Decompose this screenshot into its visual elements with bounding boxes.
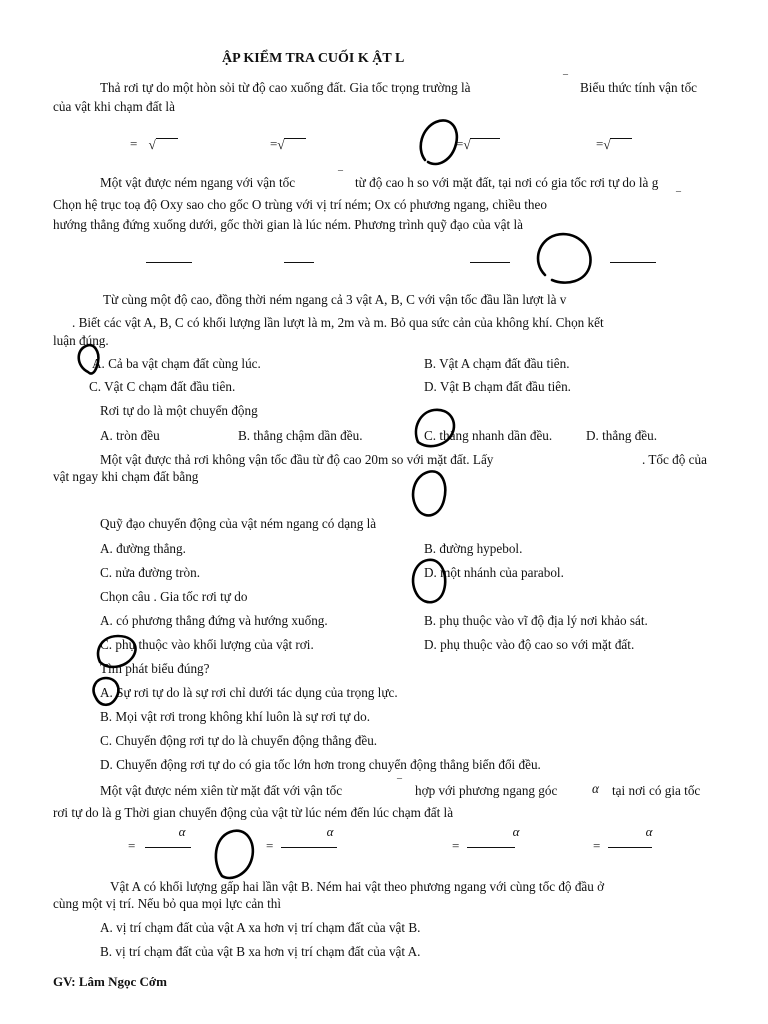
q9-line1: Một vật được ném xiên từ mặt đất với vận tốc [100, 783, 343, 798]
q6-option-d: D. một nhánh của parabol. [424, 565, 564, 580]
handwritten-circle-q3 [79, 345, 99, 373]
q3-option-c: C. Vật C chạm đất đầu tiên. [89, 379, 236, 394]
sqrt-symbol: √ [148, 136, 156, 152]
q4-option-b: B. thẳng chậm dần đều. [238, 428, 363, 443]
sqrt-symbol: √ [603, 136, 611, 152]
q5-line1b: . Tốc độ của [642, 452, 707, 467]
q2-line1: Một vật được ném ngang với vận tốc [100, 175, 296, 190]
q10-option-b: B. vị trí chạm đất của vật B xa hơn vị trí chạm đất của vật A. [100, 944, 421, 959]
handwritten-circle-q7 [98, 636, 136, 667]
vector-arrow-mark: ¯ [338, 170, 343, 181]
alpha-symbol: α [178, 824, 186, 839]
q7-stem: Chọn câu . Gia tốc rơi tự do [100, 589, 248, 604]
q3-option-b: B. Vật A chạm đất đầu tiên. [424, 356, 570, 371]
q3-option-d: D. Vật B chạm đất đầu tiên. [424, 379, 571, 394]
vector-arrow-mark: ¯ [676, 191, 681, 202]
sqrt-symbol: √ [463, 136, 471, 152]
q8-option-d: D. Chuyển động rơi tự do có gia tốc lớn hơn trong chuyển động thẳng biến đổi đều. [100, 757, 541, 772]
page-title: ẬP KIỂM TRA CUỐI K ẬT L [222, 51, 405, 66]
q9-line2: rơi tự do là g Thời gian chuyển động của vật từ lúc ném đến lúc chạm đất là [53, 805, 454, 820]
q7-option-c: C. phụ thuộc vào khối lượng của vật rơi. [100, 637, 314, 652]
handwritten-circle-q9 [216, 831, 253, 878]
q8-option-a: A. Sự rơi tự do là sự rơi chỉ dưới tác dụng của trọng lực. [100, 685, 398, 700]
sqrt-symbol: √ [277, 136, 285, 152]
q3-option-a: A. Cả ba vật chạm đất cùng lúc. [92, 356, 261, 371]
q2-line2: Chọn hệ trục toạ độ Oxy sao cho gốc O trùng với vị trí ném; Ox có phương ngang, chiều theo [53, 197, 547, 212]
teacher-footer: GV: Lâm Ngọc Cớm [53, 974, 167, 989]
q8-option-b: B. Mọi vật rơi trong không khí luôn là sự rơi tự do. [100, 709, 371, 724]
q1-line1: Thả rơi tự do một hòn sỏi từ độ cao xuống đất. Gia tốc trọng trường là [100, 80, 471, 95]
q3-line3: luận đúng. [53, 333, 109, 348]
q8-option-c: C. Chuyển động rơi tự do là chuyển động thẳng đều. [100, 733, 378, 748]
q6-option-a: A. đường thẳng. [100, 541, 186, 556]
equals-sign: = [270, 136, 278, 151]
q6-stem: Quỹ đạo chuyển động của vật ném ngang có dạng là [100, 516, 377, 531]
q7-option-a: A. có phương thẳng đứng và hướng xuống. [100, 613, 328, 628]
handwritten-circle-q8 [94, 678, 119, 705]
q2-line3: hướng thẳng đứng xuống dưới, gốc thời gian là lúc ném. Phương trình quỹ đạo của vật là [53, 217, 523, 232]
q6-option-c: C. nửa đường tròn. [100, 565, 201, 580]
q3-line2: . Biết các vật A, B, C có khối lượng lần lượt là m, 2m và m. Bỏ qua sức cản của không khí. Chọn kết [72, 315, 604, 330]
handwritten-circle-q2 [538, 234, 590, 283]
q4-option-c: C. thẳng nhanh dần đều. [424, 428, 553, 443]
q9-line1b: hợp với phương ngang góc [415, 783, 558, 798]
handwritten-circle-q4 [416, 410, 454, 446]
vector-arrow-mark: ¯ [397, 778, 402, 789]
q6-option-b: B. đường hypebol. [424, 541, 523, 556]
equals-sign: = [593, 838, 601, 853]
q8-stem: Tìm phát biểu đúng? [100, 661, 210, 676]
handwritten-circle-q1 [421, 120, 457, 164]
q3-line1: Từ cùng một độ cao, đồng thời ném ngang cả 3 vật A, B, C với vận tốc đầu lần lượt là v [103, 292, 567, 307]
q4-option-a: A. tròn đều [100, 428, 160, 443]
q10-line2: cùng một vị trí. Nếu bỏ qua mọi lực cản thì [53, 896, 281, 911]
q1-line1b: Biểu thức tính vận tốc [580, 80, 698, 95]
alpha-symbol: α [512, 824, 520, 839]
alpha-symbol: α [326, 824, 334, 839]
equals-sign: = [128, 838, 136, 853]
equals-sign: = [452, 838, 460, 853]
alpha-symbol: α [645, 824, 653, 839]
q9-line1c: tại nơi có gia tốc [612, 783, 701, 798]
q2-line1b: từ độ cao h so với mặt đất, tại nơi có gia tốc rơi tự do là g [355, 175, 659, 190]
equals-sign: = [266, 838, 274, 853]
q7-option-d: D. phụ thuộc vào độ cao so với mặt đất. [424, 637, 635, 652]
vector-arrow-mark: ¯ [563, 74, 568, 85]
equals-sign: = [456, 136, 464, 151]
q5-line1: Một vật được thả rơi không vận tốc đầu từ độ cao 20m so với mặt đất. Lấy [100, 452, 494, 467]
q4-option-d: D. thẳng đều. [586, 428, 658, 443]
handwritten-circle-q6 [413, 560, 445, 602]
equals-sign: = [130, 136, 138, 151]
q10-option-a: A. vị trí chạm đất của vật A xa hơn vị trí chạm đất của vật B. [100, 920, 421, 935]
q5-line2: vật ngay khi chạm đất bằng [53, 469, 199, 484]
equals-sign: = [596, 136, 604, 151]
alpha-symbol: α [592, 781, 599, 796]
handwritten-circle-q5 [413, 471, 445, 515]
q10-line1: Vật A có khối lượng gấp hai lần vật B. Ném hai vật theo phương ngang với cùng tốc độ đầu ở [110, 879, 605, 894]
q1-line2: của vật khi chạm đất là [53, 99, 175, 114]
q4-stem: Rơi tự do là một chuyển động [100, 403, 258, 418]
q7-option-b: B. phụ thuộc vào vĩ độ địa lý nơi khảo sát. [424, 613, 648, 628]
